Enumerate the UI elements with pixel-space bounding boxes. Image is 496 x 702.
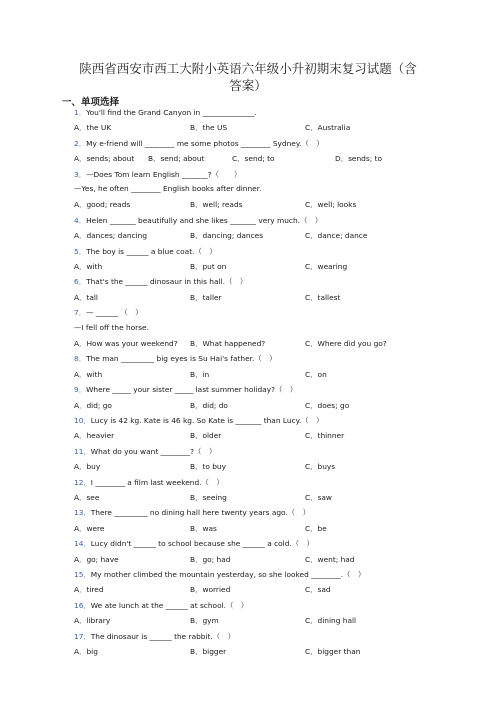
question-stem: [74, 215, 322, 226]
answer-option[interactable]: C．send; to: [232, 154, 275, 164]
answer-option[interactable]: D．sends; to: [335, 154, 382, 164]
answer-option[interactable]: B．the US: [190, 123, 228, 133]
question-number: 1．: [74, 108, 87, 117]
question-stem: [74, 507, 310, 518]
answer-option[interactable]: B．well; reads: [190, 200, 243, 210]
section-heading: 一、单项选择: [62, 97, 120, 108]
answer-option[interactable]: B．gym: [190, 616, 219, 626]
answer-option[interactable]: A．tall: [74, 292, 98, 302]
question-text: Lucy is 42 kg. Kate is 46 kg. So Kate is _______ than Lucy.（ ）: [90, 416, 324, 425]
answer-option[interactable]: B．older: [190, 431, 222, 441]
question-text: Lucy didn't ______ to school because she ______ a cold.（ ）: [90, 539, 314, 549]
answer-option[interactable]: B．dancing; dances: [190, 231, 264, 241]
question-text: You'll find the Grand Canyon in ______________.: [86, 108, 257, 117]
answer-option[interactable]: A．big: [74, 647, 98, 656]
question-stem: [74, 276, 247, 287]
answer-option[interactable]: A．dances; dancing: [74, 231, 148, 241]
answer-option[interactable]: C．be: [305, 523, 327, 533]
answer-option[interactable]: B．to buy: [190, 462, 226, 472]
answer-option[interactable]: C．thinner: [305, 431, 345, 441]
answer-option[interactable]: B．What happened?: [190, 339, 266, 348]
question-number: 16．: [74, 600, 91, 610]
answer-option[interactable]: A．tired: [74, 585, 104, 595]
question-number: 7．: [74, 308, 87, 318]
answer-option[interactable]: B．worried: [190, 585, 231, 595]
question-text: That's the ______ dinosaur in this hall.（ ）: [86, 277, 248, 287]
answer-option[interactable]: A．see: [74, 493, 100, 502]
answer-option[interactable]: A．heavier: [74, 431, 115, 441]
question-stem: [74, 477, 224, 488]
question-number: 4．: [74, 215, 87, 225]
question-number: 14．: [74, 539, 91, 549]
answer-option[interactable]: A．the UK: [74, 123, 112, 133]
question-stem: [74, 631, 235, 642]
answer-option[interactable]: B．taller: [190, 292, 222, 302]
question-text: —Does Tom learn English _______?（ ）: [86, 169, 242, 179]
answer-option[interactable]: C．dance; dance: [305, 231, 368, 241]
answer-option[interactable]: A．good; reads: [74, 200, 131, 210]
question-number: 8．: [74, 354, 87, 364]
question-stem: [74, 569, 365, 580]
answer-option[interactable]: A．sends; about: [74, 154, 135, 164]
answer-option[interactable]: C．dining hall: [305, 616, 357, 626]
question-number: 12．: [74, 477, 91, 487]
question-dialogue-line: —I fell off the horse.: [74, 322, 149, 332]
answer-option[interactable]: C．does; go: [305, 400, 350, 410]
question-stem: [74, 138, 324, 149]
question-text: — ______ （ ）: [86, 308, 143, 318]
question-text: Where _____ your sister _____ last summer holiday?（ ）: [86, 385, 298, 395]
answer-option[interactable]: C．on: [305, 369, 327, 379]
answer-option[interactable]: C．Australia: [305, 123, 351, 133]
question-number: 6．: [74, 277, 87, 287]
answer-option[interactable]: B．put on: [190, 262, 227, 271]
answer-option[interactable]: C．tallest: [305, 292, 341, 302]
answer-option[interactable]: A．did; go: [74, 400, 112, 410]
answer-option[interactable]: C．sad: [305, 585, 331, 595]
answer-option[interactable]: C．well; looks: [305, 200, 357, 210]
answer-option[interactable]: A．library: [74, 616, 111, 626]
answer-option[interactable]: C．Where did you go?: [305, 339, 387, 348]
question-number: 9．: [74, 385, 87, 395]
question-stem: [74, 246, 217, 257]
answer-option[interactable]: C．saw: [305, 493, 332, 502]
question-dialogue-line: —Yes, he often ________ English books after dinner.: [74, 184, 262, 193]
question-number: 3．: [74, 169, 87, 179]
answer-option[interactable]: A．go; have: [74, 554, 119, 564]
answer-option[interactable]: A．How was your weekend?: [74, 339, 178, 348]
answer-option[interactable]: C．bigger than: [305, 647, 361, 656]
answer-option[interactable]: B．bigger: [190, 647, 227, 656]
question-number: 10．: [74, 416, 91, 425]
question-text: My mother climbed the mountain yesterday, so she looked ________.（ ）: [90, 570, 366, 579]
question-stem: [74, 107, 257, 118]
question-stem: [74, 538, 314, 549]
answer-option[interactable]: B．was: [190, 523, 217, 533]
question-stem: [74, 600, 248, 611]
document-title: [60, 60, 436, 94]
answer-option[interactable]: B．did; do: [190, 400, 228, 410]
answer-option[interactable]: B．send; about: [148, 154, 205, 164]
question-text: I ________ a film last weekend.（ ）: [90, 477, 224, 487]
question-text: We ate lunch at the ______ at school.（ ）: [90, 600, 249, 610]
answer-option[interactable]: B．go; had: [190, 554, 231, 564]
answer-option[interactable]: C．buys: [305, 462, 336, 472]
question-stem: [74, 169, 241, 180]
question-text: There _________ no dining hall here twenty years ago.（ ）: [90, 508, 310, 518]
title-line-1: 陕西省西安市西工大附小英语六年级小升初期末复习试题（含: [79, 61, 417, 76]
answer-option[interactable]: B．seeing: [190, 493, 227, 502]
question-text: What do you want ________?（ ）: [90, 446, 217, 456]
answer-option[interactable]: A．with: [74, 369, 103, 379]
answer-option[interactable]: C．went; had: [305, 554, 355, 564]
question-stem: [74, 353, 277, 364]
question-number: 15．: [74, 570, 91, 579]
question-text: My e-friend will ________ me some photos ________ Sydney.（ ）: [86, 138, 324, 148]
question-text: The dinosaur is ______ the rabbit.（ ）: [90, 631, 235, 641]
question-stem: [74, 446, 216, 457]
question-number: 13．: [74, 508, 91, 518]
answer-option[interactable]: B．in: [190, 369, 210, 379]
question-number: 11．: [74, 446, 91, 456]
question-stem: [74, 307, 143, 318]
question-text: The boy is ______ a blue coat.（ ）: [86, 246, 217, 256]
answer-option[interactable]: C．wearing: [305, 262, 348, 271]
answer-option[interactable]: A．buy: [74, 462, 101, 472]
answer-option[interactable]: A．were: [74, 523, 105, 533]
question-number: 17．: [74, 631, 91, 641]
question-stem: [74, 415, 323, 426]
question-text: Helen _______ beautifully and she likes _______ very much.（ ）: [86, 215, 323, 225]
question-text: The man _________ big eyes is Su Hai's father.（ ）: [86, 354, 277, 364]
question-stem: [74, 384, 297, 395]
answer-option[interactable]: A．with: [74, 262, 103, 271]
question-number: 2．: [74, 138, 87, 148]
question-number: 5．: [74, 246, 87, 256]
title-line-2: 答案）: [229, 78, 267, 93]
